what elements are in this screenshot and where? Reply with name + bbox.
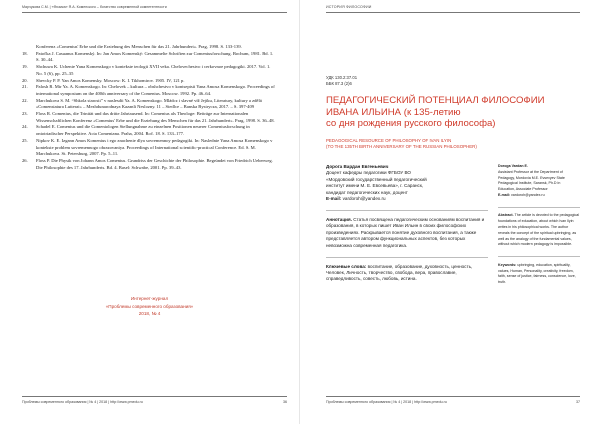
reference-item [22,51,277,64]
classification-codes [326,75,357,88]
reference-number: 19. [22,64,28,70]
reference-item [22,84,277,97]
right-page [300,0,600,424]
reference-number: 24. [22,124,28,130]
right-running-header: ИСТОРИЯ ФИЛОСОФИИ [326,5,580,13]
title-en-line: PEDAGOGICAL RESOURCE OF PHILOSOPHY OF IVAN ILYIN [326,138,452,143]
keywords-label-en: Keywords: [498,262,517,267]
reference-number: 22. [22,97,28,103]
author-line: Pedagogy, Mordovia M.E. Evsevyev State [498,175,565,180]
divider [326,210,488,211]
reference-item [22,124,277,137]
left-footer [22,396,287,404]
author-line: кандидат педагогических наук, доцент [326,189,408,195]
abstract-label-ru: Аннотация. [326,217,352,223]
right-footer-text[interactable]: Проблемы современного образования | № 4 | 2018 | http://www.pmedu.ru [326,400,447,404]
author-line: Assistant Professor at the Department of [498,169,563,174]
article-title-ru [326,95,580,130]
article-columns [326,164,580,294]
reference-item [22,44,277,51]
reference-number: 25. [22,137,28,143]
reference-text: Shchuwa K. Uchenie Yana Komenskogo v kontekste teologii XVII veka. Chelovechestvo i cerkovnoe pedagogiki. 2017. Vol. 1. No. 5 (6), pp. 25–35 [36,64,271,76]
article-title-en [326,138,580,151]
left-running-header: Марчукова С.М. | «Физика» Я.А. Коменского – богатство современной компетентности [22,5,287,13]
author-info-en [498,164,580,199]
reference-item [22,111,277,124]
abstract-text-en: The article is devoted to the pedagogical foundations of education, about which Ivan Ilyin writes in his philosophical works. The author reveals the concept of the spiritual upbringing, as well as the analogy of the fundamental values, without which modern pedagogy is impossible. [498,213,580,247]
divider [326,257,488,258]
divider [498,256,580,257]
author-line: «Мордовский государственный педагогический [326,176,427,182]
email-label: E-mail: [498,192,510,197]
reference-text: Floss P. Die Physik von Johann Amos Comenius. Grundriss der Geschichte der Philosophie. Begründet von Friedrich Ueberweg. Die Philosophie des 17. Jahrhunderts. Bd. 4. Basel: Schwabe, 2001. Pp. 39–43. [36,157,273,170]
reference-item [22,138,277,158]
bbk-code: ББК 87.3 (2)6 [326,81,352,87]
reference-text: Palosh R. Mir Ya. A. Komenskogo. In: Chelovek – kultura – obshchestvo v kontseptsii Yana Amosa Komenskogo. Proceedings of international symposium on the 400th anniversary of the Comenius. Moscow. 1992. Pp. 46–64. [36,84,275,96]
divider [498,207,580,208]
keywords-label-ru: Ключевые слова: [326,263,367,269]
abstract-text-ru: Статья посвящена педагогическим основаниям воспитания и образования, в которых пишет Иван Ильин в своих философских произведениях. Раскрывается понятие духовного воспитания, а также представляется автором функциональных аспектов, без которых невозможна современная педагогика. [326,217,485,248]
title-line: ПЕДАГОГИЧЕСКИЙ ПОТЕНЦИАЛ ФИЛОСОФИИ [326,95,545,106]
title-en-line: (TO THE 135TH BIRTH ANNIVERSARY OF THE RUSSIAN PHILOSOPHER) [326,144,477,150]
journal-citation [0,295,299,318]
abstract-ru [326,217,488,249]
reference-text: Schadel E. Comenius und die Comeniologen Stellungnahme zu einzelnen Positionen neuerer Comeniusforschung in ontotriadischer Perspektive. Acta Comeniana. Praha, 2004. Roč. 18. S. 133–177. [36,124,250,137]
reference-number: 20. [22,77,28,83]
udk-code: УДК 130.2:37.01 [326,75,358,80]
right-page-number: 37 [576,400,580,404]
author-name-ru: Дорога Вардан Евгеньевич [326,164,389,169]
reference-number: 18. [22,50,28,56]
author-line: Education, Associate Professor [498,187,548,192]
author-line: Pedagogical Institute, Saransk, Ph.D in [498,181,561,186]
reference-item [22,158,277,171]
reference-list [22,44,277,171]
reference-text: Marchukova S. M. “Shkola starosti” v naslesdii Ya. A. Komenskogo. Mládcz i slavné víž Jejiku, Literatury, kultury a zdělá «Comenstatura Lutterai» – Mezhdunarodnaya Kazanli Neslozny. 11 – Siedlce – Banska Bystrycza, 2017. – S. 397-409 [36,97,262,110]
left-footer-text: Проблемы современного образования | № 4 | 2018 | http://www.pmedu.ru [22,400,143,404]
author-line: институт имени М. Е. Евсевьева», г. Саранск, [326,183,424,189]
title-line: ИВАНА ИЛЬИНА (к 135-летию [326,106,461,118]
keywords-text-ru: воспитание, образование, духовность, ценность, Человек, Личность, творчество, свобода, вера, православие, справедливость, совесть, любовь, истина. [326,263,473,282]
author-name-en: Doroga Vardan E. [498,164,528,168]
reference-text: Patočka J. Casuanus Komenský. In: Jan Amos Komenský: Gesammelte Schriften zur Comeniusforschung. Bochum, 1981. Bd. 1. S. 30–44. [36,50,274,63]
right-footer [326,396,580,404]
reference-number: 21. [22,84,28,90]
email-label: E-mail: [326,196,342,202]
reference-item [22,98,277,111]
keywords-text-en: upbringing, education, spirituality, values, Human, Personality, creativity, freedom, faith, sense of justice, fairness, conscience, love, truth. [498,262,576,285]
author-email-en [498,193,580,199]
russian-column [326,164,488,294]
reference-number: 23. [22,111,28,117]
author-email-ru [326,196,488,202]
abstract-label-en: Abstract. [498,213,514,218]
reference-text: Floss R. Comenius, die Trinität und das dritte Jahrtausend. In: Comenius als Theologe: Beiträge zur Internationalen Wissenschaftlichen Konferenz «Comenius' Erbe und die Erziehung des Menschen für das 21. Jahrhundert». Prag, 1998. S. 36–48. [36,111,275,123]
citation-line: 2018, № 4 [138,311,161,316]
title-line: со дня рождения русского философа) [326,118,496,130]
reference-text: Nipkov K. E. Izgann Amos Komenius i ego znachenie dlya sovremennoy pedagogiki. In: Naslednie Yana Amosa Komenskogo v kontekste problem sovremennogo obrazovaniya. Proceedings of International scientific-practical Conference. Ed. S. M. Marchukova. St. Petersburg, 2007. Pp. 5–11. [36,137,273,157]
reference-text: Konferenz «Comenius' Erbe und die Erziehung des Menschen für das 21. Jahrhundert». Prag, 1998. S. 133-139. [36,44,242,49]
reference-text: Shevcky P. P. Yan Amos Komensky. Moscow: K. I. Tikhomirov. 1905. IV, 121 p. [36,77,185,83]
citation-line: «Проблемы современного образования» [105,303,194,309]
reference-item [22,78,277,85]
author-line: Доцент кафедры педагогики ФГБОУ ВО [326,170,411,176]
author-info-ru [326,164,488,202]
email-value[interactable]: vardoroh@yandex.ru [510,192,545,197]
english-column [498,164,580,294]
keywords-en [498,263,580,286]
citation-line: Интернет-журнал [130,296,169,301]
left-page-number: 36 [283,400,287,404]
reference-item [22,64,277,77]
keywords-ru [326,264,488,283]
email-value[interactable]: vardoroh@yandex.ru [342,196,386,202]
abstract-en [498,213,580,248]
reference-number [22,44,36,51]
reference-number: 26. [22,157,28,163]
